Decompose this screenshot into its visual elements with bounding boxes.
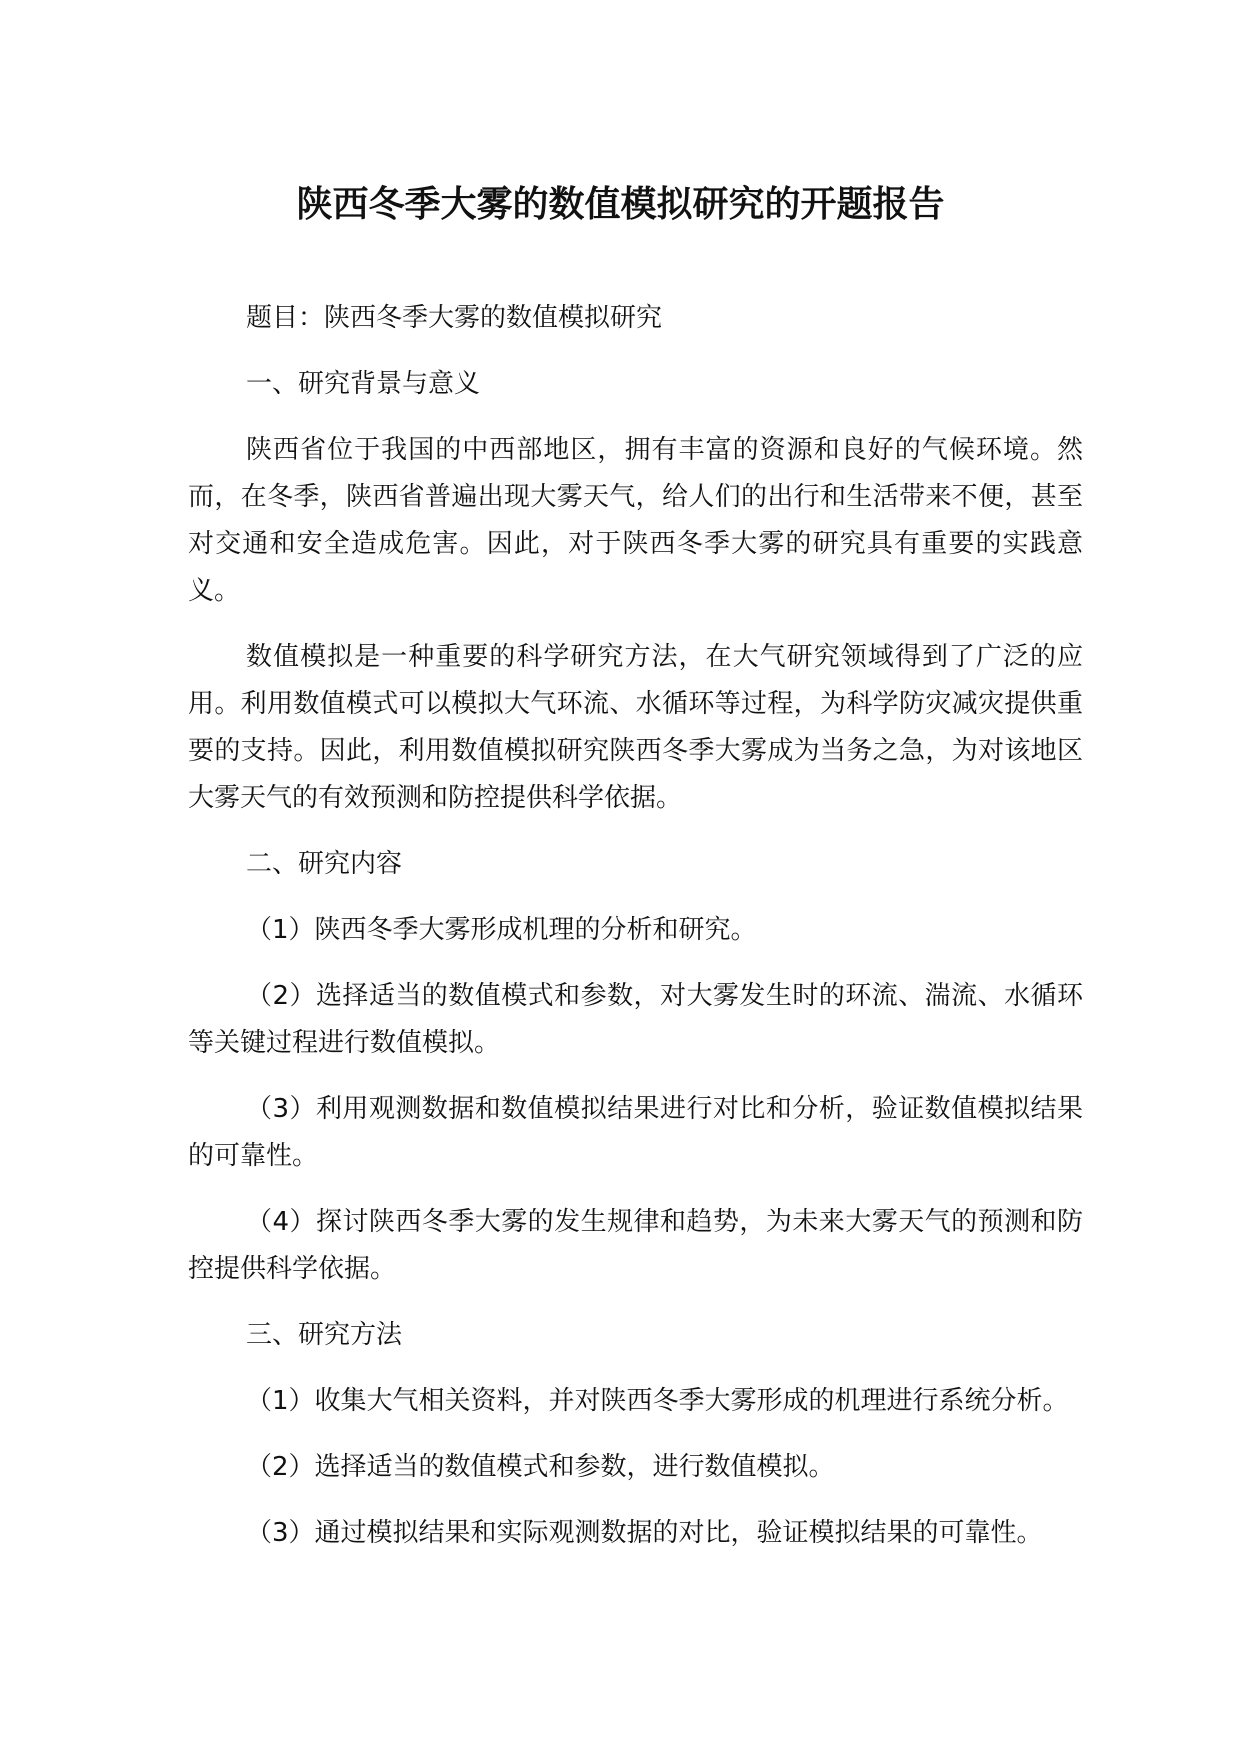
section-heading-method: 三、研究方法: [246, 1320, 403, 1350]
topic-line: 题目：陕西冬季大雾的数值模拟研究: [246, 303, 663, 333]
method-item-2: （2）选择适当的数值模式和参数，进行数值模拟。: [246, 1452, 835, 1482]
content-item-2: （2）选择适当的数值模式和参数，对大雾发生时的环流、湍流、水循环等关键过程进行数值模拟。: [188, 981, 1083, 1058]
document-title: 陕西冬季大雾的数值模拟研究的开题报告: [296, 184, 945, 225]
document-body: [188, 295, 1083, 1576]
paragraph-background-2: 数值模拟是一种重要的科学研究方法，在大气研究领域得到了广泛的应用。利用数值模式可以模拟大气环流、水循环等过程，为科学防灾减灾提供重要的支持。因此，利用数值模拟研究陕西冬季大雾成为当务之急，为对该地区大雾天气的有效预测和防控提供科学依据。: [188, 642, 1083, 813]
content-item-4: （4）探讨陕西冬季大雾的发生规律和趋势，为未来大雾天气的预测和防控提供科学依据。: [188, 1207, 1083, 1284]
paragraph-background-1: 陕西省位于我国的中西部地区，拥有丰富的资源和良好的气候环境。然而，在冬季，陕西省普遍出现大雾天气，给人们的出行和生活带来不便，甚至对交通和安全造成危害。因此，对于陕西冬季大雾的研究具有重要的实践意义。: [188, 435, 1083, 606]
section-heading-background: 一、研究背景与意义: [246, 369, 481, 399]
content-item-1: （1）陕西冬季大雾形成机理的分析和研究。: [246, 915, 757, 945]
method-item-1: （1）收集大气相关资料，并对陕西冬季大雾形成的机理进行系统分析。: [246, 1386, 1069, 1416]
method-item-3: （3）通过模拟结果和实际观测数据的对比，验证模拟结果的可靠性。: [246, 1518, 1043, 1548]
content-item-3: （3）利用观测数据和数值模拟结果进行对比和分析，验证数值模拟结果的可靠性。: [188, 1094, 1083, 1171]
section-heading-content: 二、研究内容: [246, 849, 403, 879]
